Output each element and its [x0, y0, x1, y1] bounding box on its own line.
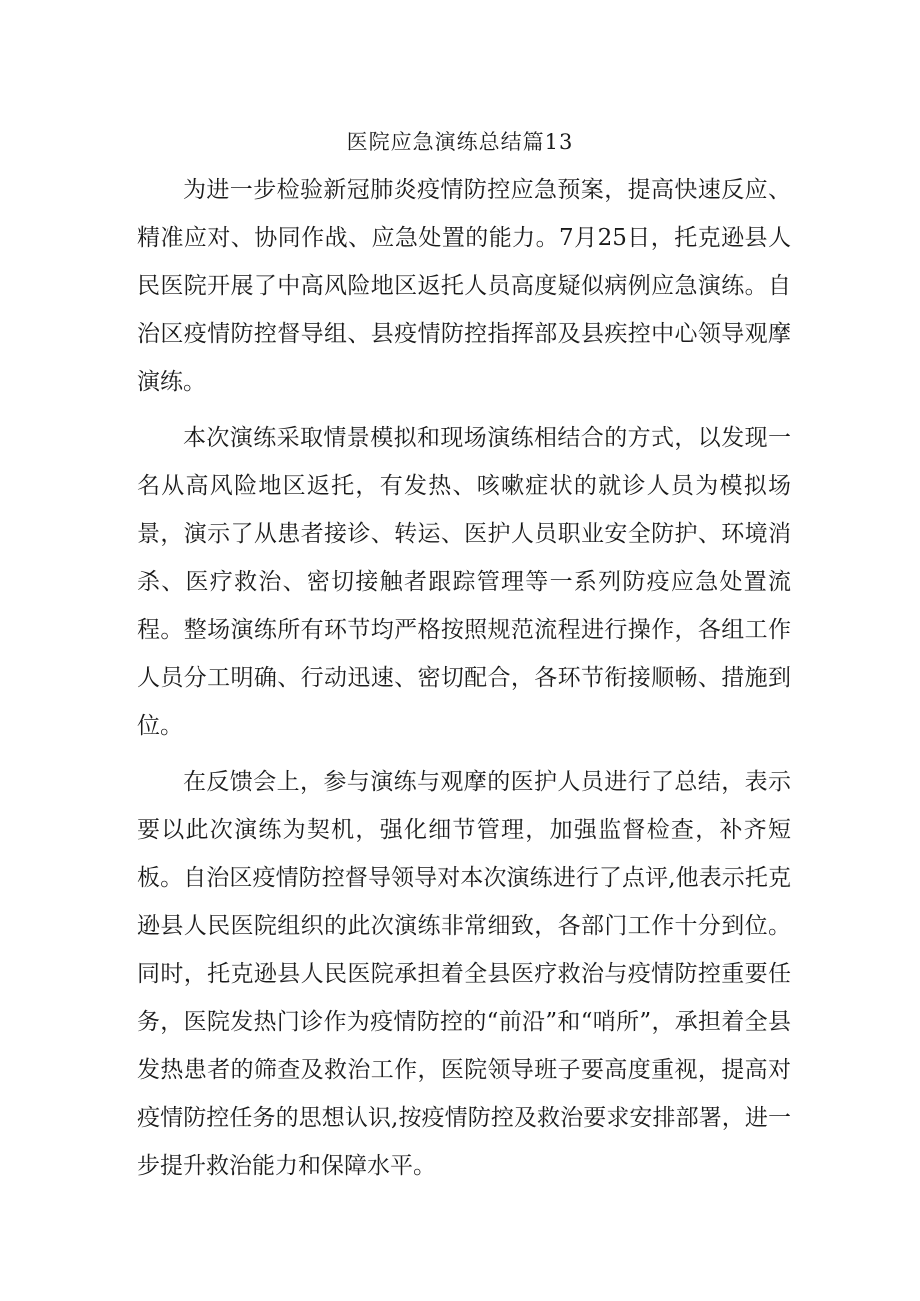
- paragraph-3: 在反馈会上，参与演练与观摩的医护人员进行了总结，表示要以此次演练为契机，强化细节管理，加强监督检查，补齐短板。自治区疫情防控督导领导对本次演练进行了点评,他表示托克逊县人民医院组织的此次演练非常细致，各部门工作十分到位。同时，托克逊县人民医院承担着全县医疗救治与疫情防控重要任务，医院发热门诊作为疫情防控的“前沿”和“哨所”，承担着全县发热患者的筛查及救治工作，医院领导班子要高度重视，提高对疫情防控任务的思想认识,按疫情防控及救治要求安排部署，进一步提升救治能力和保障水平。: [137, 769, 791, 1179]
- document-title: 医院应急演练总结篇13: [346, 130, 574, 154]
- paragraph-2: 本次演练采取情景模拟和现场演练相结合的方式，以发现一名从高风险地区返托，有发热、咳嗽症状的就诊人员为模拟场景，演示了从患者接诊、转运、医护人员职业安全防护、环境消杀、医疗救治、密切接触者跟踪管理等一系列防疫应急处置流程。整场演练所有环节均严格按照规范流程进行操作，各组工作人员分工明确、行动迅速、密切配合，各环节衔接顺畅、措施到位。: [137, 425, 791, 739]
- paragraph-1: 为进一步检验新冠肺炎疫情防控应急预案，提高快速反应、精准应对、协同作战、应急处置的能力。7月25日，托克逊县人民医院开展了中高风险地区返托人员高度疑似病例应急演练。自治区疫情防控督导组、县疫情防控指挥部及县疾控中心领导观摩演练。: [137, 177, 791, 395]
- document-body: [137, 166, 791, 1190]
